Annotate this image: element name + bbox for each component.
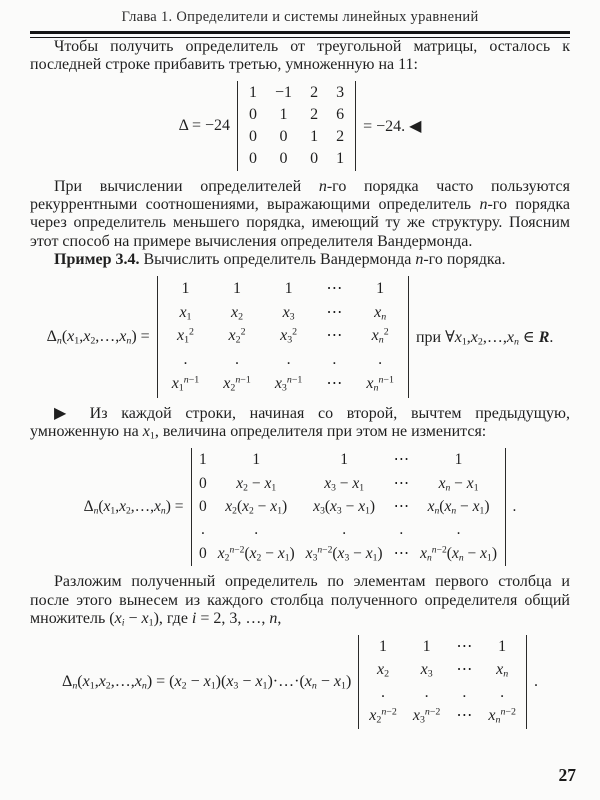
matrix-cell: ⋯ [326, 327, 343, 345]
matrix-row [160, 277, 406, 301]
determinant-matrix [358, 635, 527, 729]
matrix-cell: 1 [249, 83, 258, 101]
matrix-cell: $x_n(x_n - x_1)$ [427, 498, 490, 517]
matrix-cell: . [500, 683, 505, 701]
chapter-running-head: Глава 1. Определители и системы линейных уравнений [121, 9, 479, 25]
matrix-cell: $x_n^{n-1}$ [366, 374, 394, 394]
paragraph-example-3-4: Пример 3.4. Вычислить определитель Вандермонда n-го порядка. [54, 250, 506, 268]
matrix-cell: $x_2^{n-2}(x_2 - x_1)$ [217, 544, 295, 563]
matrix-cell: 0 [249, 127, 258, 145]
matrix-cell: 0 [249, 105, 258, 123]
matrix-cell: $x_n$ [496, 660, 509, 680]
matrix-row [194, 542, 503, 565]
matrix-cell: 1 [422, 638, 431, 656]
paragraph-recurrent-relations: При вычислении определителей n-го порядка часто пользуются рекуррентными соотношениями, выражающими определитель n-го порядка через определитель меньшего порядка, имеющий ту же структуру. Поясним этот способ на примере вычисления определителя Вандермонда. [30, 177, 571, 250]
matrix-cell: $x_3(x_3 - x_1)$ [313, 498, 376, 517]
paragraph-row-subtraction: ▶ Из каждой строки, начиная со второй, вычтем предыдущую, умноженную на $x_1$, величина определителя при этом не изменится: [30, 404, 570, 442]
matrix-cell: 0 [279, 127, 288, 145]
matrix-row [160, 301, 406, 325]
matrix-cell: $x_3$ [282, 303, 295, 322]
matrix-row [194, 449, 503, 472]
matrix-cell: . [378, 351, 383, 369]
matrix-cell: $x_n^2$ [371, 326, 389, 346]
formula-period: . [533, 672, 538, 690]
matrix-cell: 1 [454, 451, 463, 469]
matrix-cell: $x_1^2$ [176, 326, 194, 346]
formula-condition: при $\forall x_1,x_2,\dots,x_n$ ∈ R. [415, 328, 554, 348]
matrix-cell: 1 [379, 638, 388, 656]
matrix-cell: . [462, 683, 467, 701]
matrix-cell: 1 [336, 149, 345, 167]
determinant-matrix [191, 448, 506, 566]
matrix-cell: $x_n^{n-2}(x_n - x_1)$ [420, 544, 498, 563]
formula-factored-vandermonde [30, 635, 570, 729]
matrix-row [194, 519, 503, 542]
matrix-row [361, 636, 524, 659]
matrix-cell: $x_2^{n-2}$ [369, 706, 397, 726]
matrix-cell: 1 [310, 127, 319, 145]
matrix-cell: $x_3^2$ [280, 326, 298, 346]
matrix-cell: ⋯ [456, 638, 473, 656]
matrix-row [361, 682, 524, 705]
matrix-cell: ⋯ [393, 474, 410, 492]
matrix-cell: −1 [275, 83, 293, 101]
matrix-cell: 1 [233, 279, 242, 297]
matrix-cell: . [424, 683, 429, 701]
matrix-cell: ⋯ [456, 660, 473, 678]
matrix-cell: . [332, 351, 337, 369]
matrix-cell: . [456, 521, 461, 539]
matrix-row [240, 82, 353, 104]
matrix-cell: $x_2^2$ [228, 326, 246, 346]
matrix-cell: $x_3$ [420, 660, 433, 680]
matrix-cell: 1 [181, 279, 190, 297]
formula-prefix: Δ = −24 [178, 117, 231, 135]
formula-after-row-subtraction [30, 448, 570, 566]
matrix-cell: 1 [498, 638, 507, 656]
matrix-cell: 0 [249, 149, 258, 167]
matrix-cell: $x_2(x_2 - x_1)$ [225, 498, 288, 517]
matrix-row [240, 148, 353, 170]
matrix-cell: 0 [199, 474, 207, 492]
matrix-cell: ⋯ [326, 303, 343, 321]
matrix-cell: $x_2$ [231, 303, 244, 322]
matrix-cell: 1 [376, 279, 385, 297]
matrix-cell: ⋯ [326, 279, 343, 297]
matrix-cell: ⋯ [393, 498, 410, 516]
formula-prefix: $\Delta_n(x_1,x_2,\dots,x_n)$ = [46, 327, 150, 347]
matrix-cell: ⋯ [456, 706, 473, 724]
formula-result: = −24. ◀ [363, 118, 422, 136]
matrix-cell: $x_2^{n-1}$ [223, 374, 251, 394]
matrix-row [240, 104, 353, 126]
matrix-cell: 3 [336, 83, 345, 101]
matrix-row [194, 496, 503, 519]
matrix-cell: $x_2 - x_1$ [236, 474, 277, 494]
matrix-cell: . [342, 521, 347, 539]
determinant-matrix [237, 81, 356, 171]
matrix-cell: 0 [199, 544, 207, 562]
matrix-cell: 0 [199, 498, 207, 516]
matrix-row [361, 705, 524, 728]
matrix-row [160, 373, 406, 397]
matrix-cell: 1 [199, 451, 207, 469]
matrix-cell: $x_1^{n-1}$ [171, 374, 200, 394]
formula-triangular-determinant [30, 81, 570, 171]
matrix-cell: . [381, 683, 386, 701]
matrix-cell: $x_n$ [374, 303, 387, 322]
matrix-cell: 0 [279, 149, 288, 167]
matrix-cell: 1 [284, 279, 293, 297]
matrix-cell: 2 [336, 127, 345, 145]
matrix-cell: 2 [310, 105, 319, 123]
formula-period: . [512, 498, 517, 516]
matrix-cell: 1 [340, 451, 348, 469]
header-double-rule [30, 31, 570, 38]
matrix-cell: $x_3^{n-2}$ [412, 706, 441, 726]
matrix-cell: 1 [252, 451, 261, 469]
matrix-row [160, 325, 406, 349]
matrix-cell: 2 [310, 83, 319, 101]
matrix-cell: . [254, 521, 259, 539]
matrix-row [361, 659, 524, 682]
matrix-cell: . [286, 351, 291, 369]
matrix-cell: ⋯ [393, 544, 410, 562]
matrix-cell: ⋯ [393, 451, 410, 469]
matrix-row [194, 472, 503, 495]
formula-vandermonde-definition [30, 276, 570, 397]
matrix-cell: ⋯ [326, 375, 343, 393]
determinant-matrix [157, 276, 409, 397]
page-number: 27 [558, 765, 576, 785]
matrix-cell: $x_3^{n-2}(x_3 - x_1)$ [305, 544, 383, 563]
paragraph-triangular-matrix: Чтобы получить определитель от треугольной матрицы, осталось к последней строке прибавить третью, умноженную на 11: [30, 38, 570, 74]
matrix-cell: . [399, 521, 404, 539]
matrix-cell: $x_1$ [179, 303, 192, 322]
matrix-cell: $x_2$ [377, 660, 390, 680]
matrix-cell: $x_3^{n-1}$ [274, 374, 303, 394]
matrix-cell: 6 [336, 105, 345, 123]
matrix-cell: 0 [310, 149, 319, 167]
matrix-row [160, 349, 406, 373]
matrix-cell: . [183, 351, 188, 369]
paragraph-column-factoring: Разложим полученный определитель по элементам первого столбца и после этого вынесем из каждого столбца полученного определителя общий множитель $(x_i - x_1)$, где i = 2, 3, …, n, [30, 573, 570, 629]
matrix-row [240, 126, 353, 148]
matrix-cell: $x_3 - x_1$ [324, 474, 365, 494]
matrix-cell: $x_n - x_1$ [438, 474, 479, 494]
matrix-cell: . [235, 351, 240, 369]
formula-prefix: $\Delta_n(x_1,x_2,\dots,x_n) = (x_2 - x_1)(x_3$ − $x_1)\cdot\dots\cdot(x_n - x_1)$ [62, 672, 352, 692]
formula-prefix: $\Delta_n(x_1,x_2,\dots,x_n)$ = [83, 498, 184, 517]
matrix-cell: 1 [279, 105, 288, 123]
matrix-cell: . [200, 521, 205, 539]
matrix-cell: $x_n^{n-2}$ [488, 706, 516, 726]
